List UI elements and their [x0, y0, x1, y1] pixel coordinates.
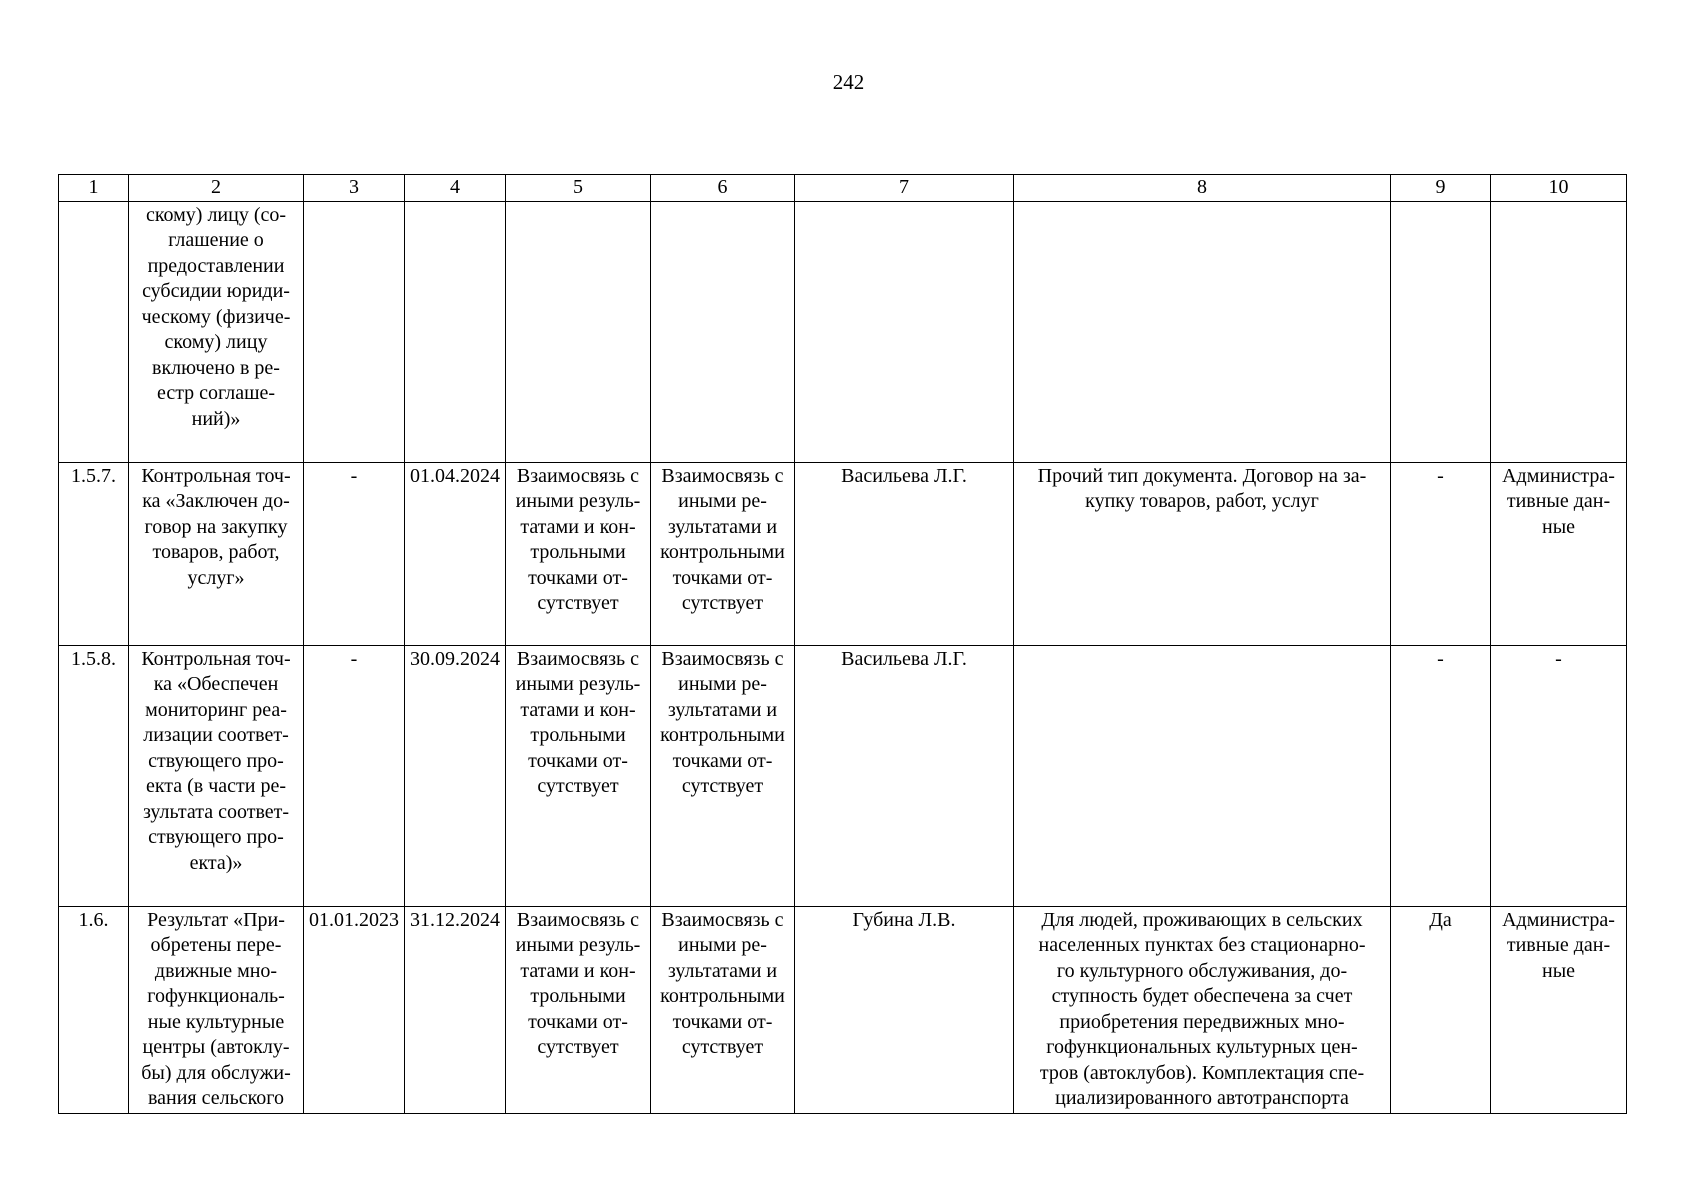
- cell-name: Контрольная точ- ка «Обеспечен мониторинг реа- лизации соответ- ствующего про- екта (в части ре- зультата соответ- ствующего про- екта)»: [129, 645, 304, 906]
- cell-document: Прочий тип документа. Договор на за- купку товаров, работ, услуг: [1014, 462, 1391, 645]
- cell-responsible: Васильева Л.Г.: [795, 462, 1014, 645]
- cell-flag: Да: [1391, 906, 1491, 1113]
- cell-number: [59, 201, 129, 462]
- page-number: 242: [832, 70, 865, 94]
- cell-end-date: 31.12.2024: [405, 906, 506, 1113]
- cell-source: [1491, 201, 1627, 462]
- column-header: 10: [1491, 175, 1627, 202]
- cell-responsible: Губина Л.В.: [795, 906, 1014, 1113]
- column-header: 6: [651, 175, 795, 202]
- table-row: [59, 462, 1627, 645]
- cell-responsible: [795, 201, 1014, 462]
- cell-end-date: 30.09.2024: [405, 645, 506, 906]
- cell-number: 1.5.8.: [59, 645, 129, 906]
- cell-name: Результат «При- обретены пере- движные мно- гофункциональ- ные культурные центры (автоклу- бы) для обслужи- вания сельского: [129, 906, 304, 1113]
- cell-flag: -: [1391, 645, 1491, 906]
- column-header: 5: [506, 175, 651, 202]
- cell-successors: Взаимосвязь с иными ре- зультатами и контрольными точками от- сутствует: [651, 645, 795, 906]
- column-header: 7: [795, 175, 1014, 202]
- cell-source: -: [1491, 645, 1627, 906]
- cell-document: Для людей, проживающих в сельских населенных пунктах без стационарно- го культурного обслуживания, до- ступность будет обеспечена за счет приобретения передвижных мно- гофункциональных культурных цен- тров (автоклубов). Комплектация спе- циализированного автотранспорта: [1014, 906, 1391, 1113]
- column-header: 9: [1391, 175, 1491, 202]
- header-row: [59, 175, 1627, 202]
- cell-name: Контрольная точ- ка «Заключен до- говор на закупку товаров, работ, услуг»: [129, 462, 304, 645]
- cell-end-date: 01.04.2024: [405, 462, 506, 645]
- column-header: 8: [1014, 175, 1391, 202]
- cell-start-date: 01.01.2023: [304, 906, 405, 1113]
- plan-table: [58, 174, 1627, 1114]
- cell-responsible: Васильева Л.Г.: [795, 645, 1014, 906]
- cell-flag: [1391, 201, 1491, 462]
- column-header: 4: [405, 175, 506, 202]
- cell-successors: Взаимосвязь с иными ре- зультатами и контрольными точками от- сутствует: [651, 462, 795, 645]
- cell-name: скому) лицу (со- глашение о предоставлении субсидии юриди- ческому (физиче- скому) лицу включено в ре- естр соглаше- ний)»: [129, 201, 304, 462]
- cell-predecessors: Взаимосвязь с иными резуль- татами и кон- трольными точками от- сутствует: [506, 645, 651, 906]
- cell-flag: -: [1391, 462, 1491, 645]
- cell-start-date: -: [304, 462, 405, 645]
- cell-number: 1.6.: [59, 906, 129, 1113]
- cell-end-date: [405, 201, 506, 462]
- cell-predecessors: Взаимосвязь с иными резуль- татами и кон- трольными точками от- сутствует: [506, 462, 651, 645]
- column-header: 1: [59, 175, 129, 202]
- column-header: 3: [304, 175, 405, 202]
- cell-number: 1.5.7.: [59, 462, 129, 645]
- table-row: [59, 906, 1627, 1113]
- table-row: [59, 201, 1627, 462]
- cell-start-date: [304, 201, 405, 462]
- column-header: 2: [129, 175, 304, 202]
- cell-predecessors: Взаимосвязь с иными резуль- татами и кон- трольными точками от- сутствует: [506, 906, 651, 1113]
- cell-document: [1014, 201, 1391, 462]
- cell-successors: [651, 201, 795, 462]
- cell-source: Администра- тивные дан- ные: [1491, 906, 1627, 1113]
- cell-predecessors: [506, 201, 651, 462]
- cell-document: [1014, 645, 1391, 906]
- table-row: [59, 645, 1627, 906]
- cell-source: Администра- тивные дан- ные: [1491, 462, 1627, 645]
- cell-successors: Взаимосвязь с иными ре- зультатами и контрольными точками от- сутствует: [651, 906, 795, 1113]
- cell-start-date: -: [304, 645, 405, 906]
